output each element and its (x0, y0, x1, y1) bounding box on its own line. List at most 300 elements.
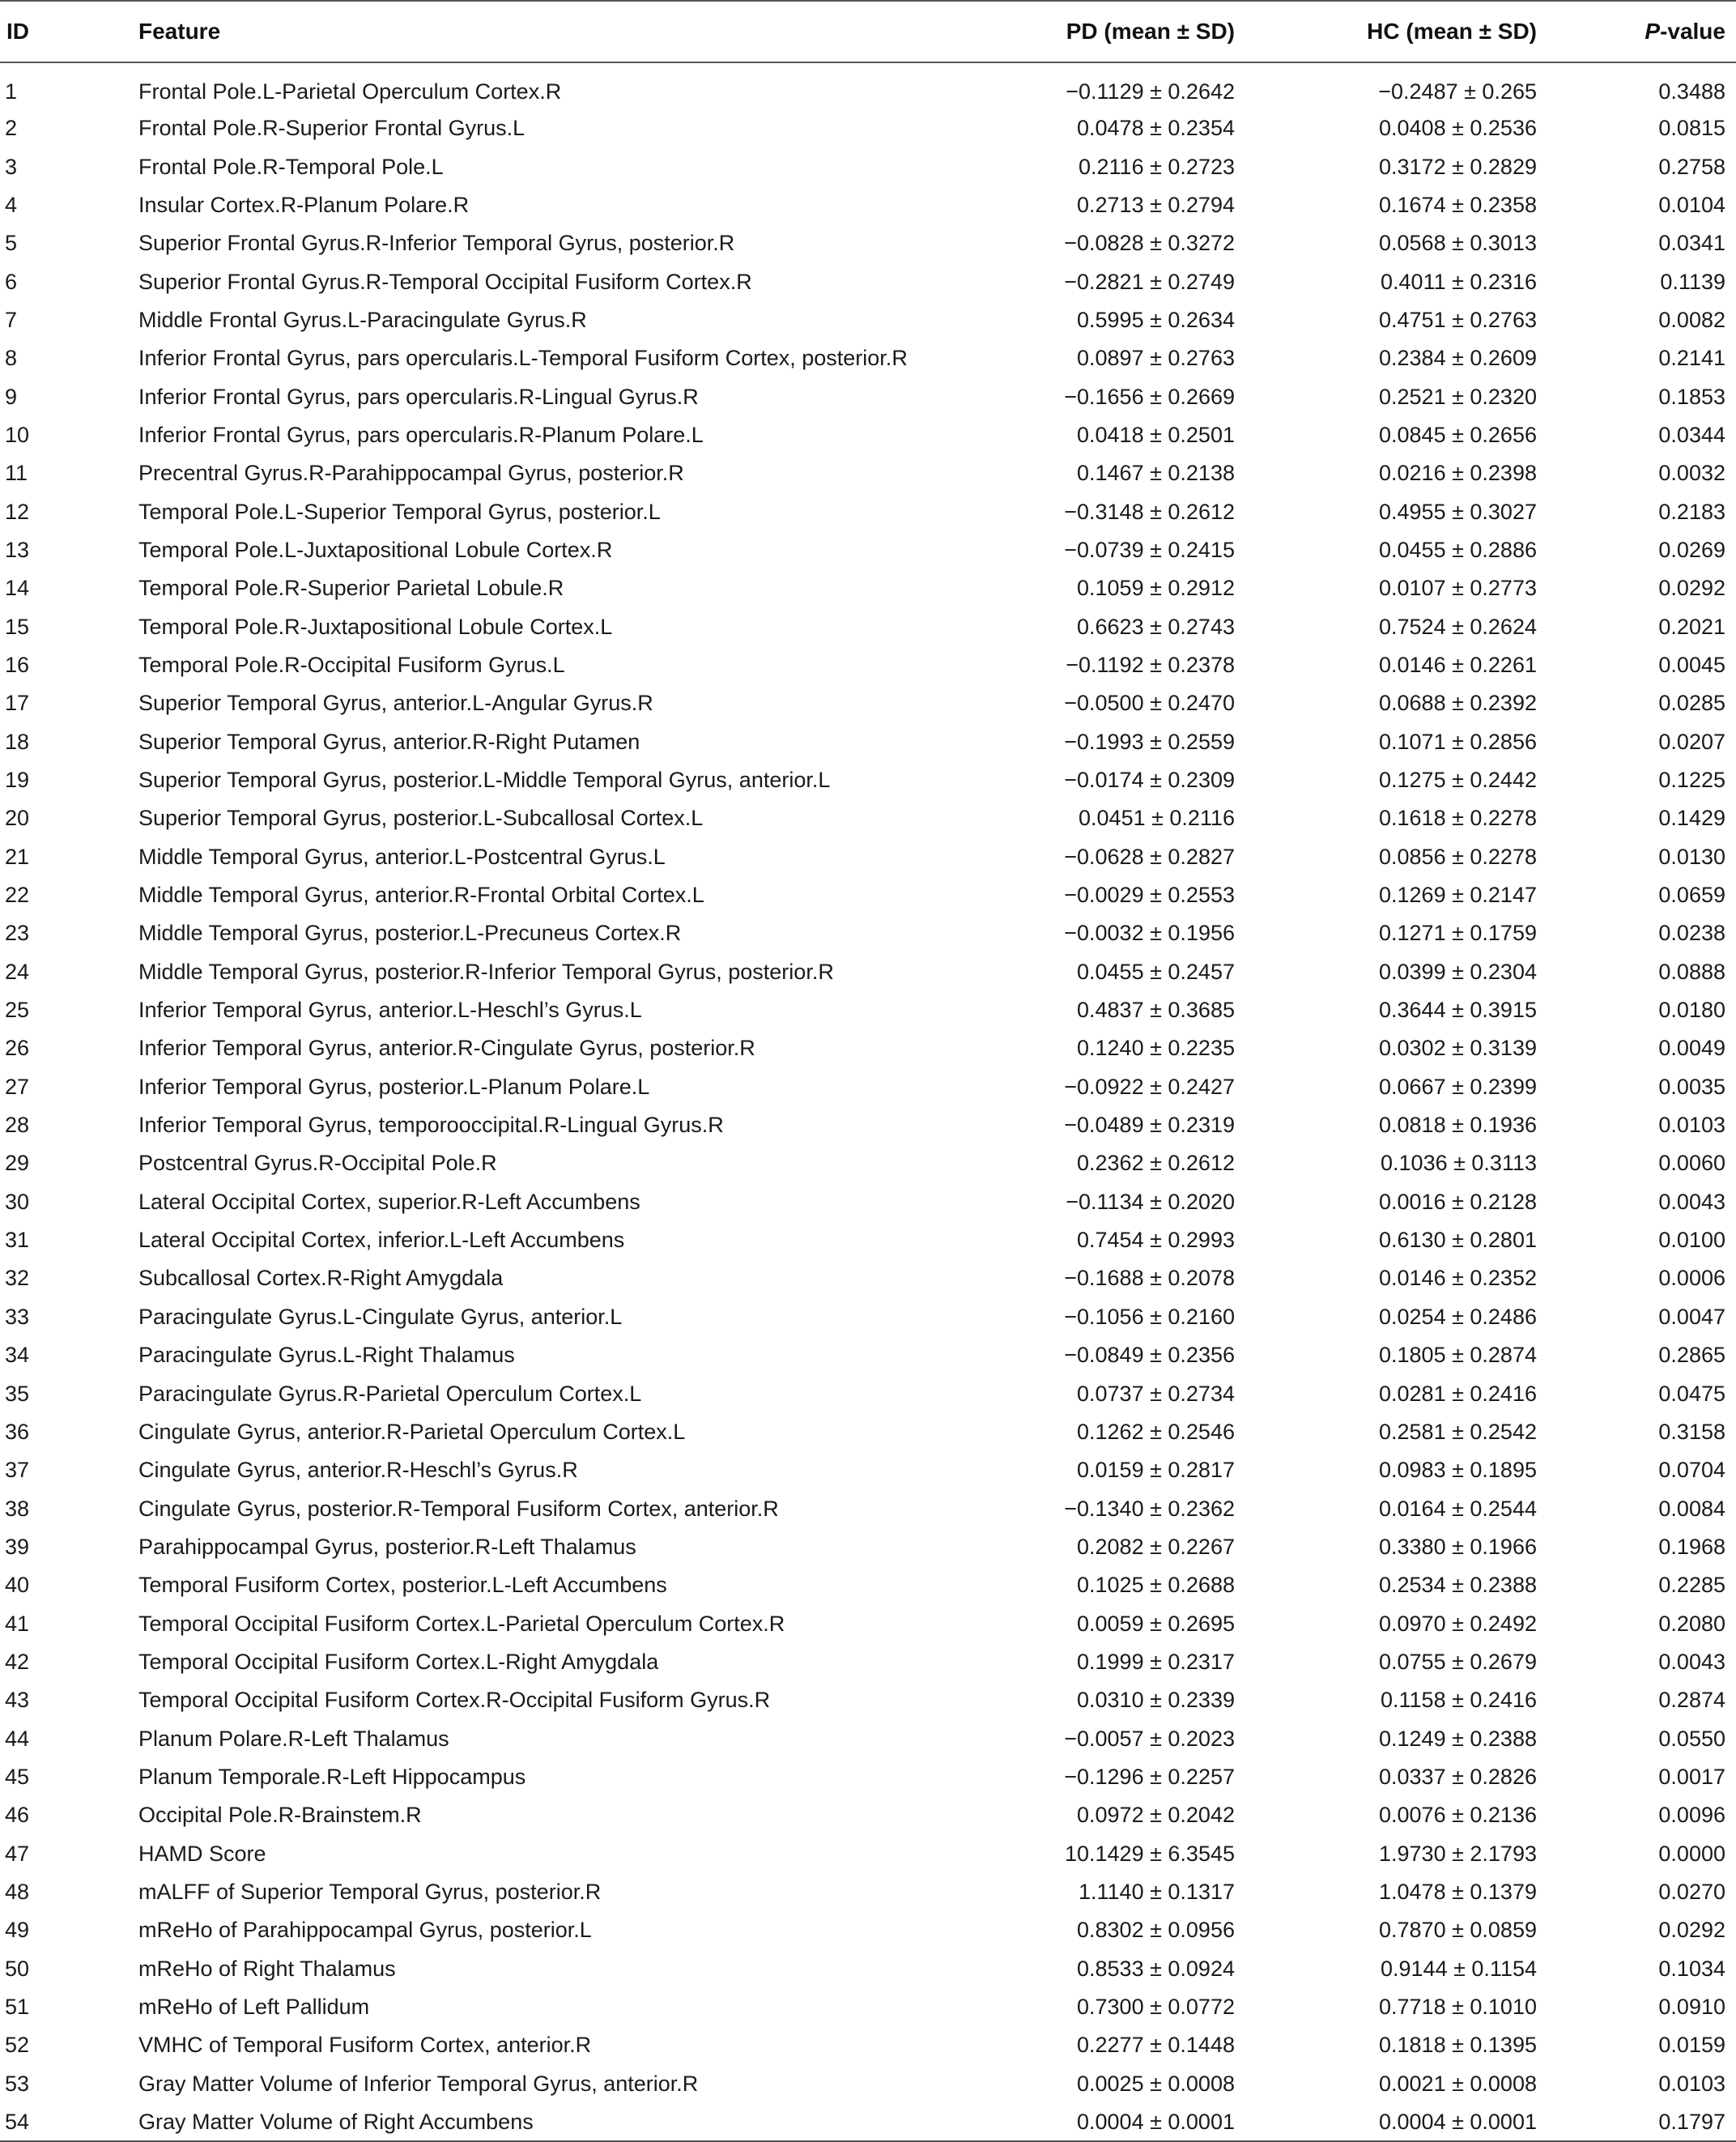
cell-p-value: 0.1797 (1539, 2103, 1736, 2141)
cell-id: 19 (5, 768, 30, 793)
table-row (0, 1566, 1736, 1604)
table-row (0, 1643, 1736, 1681)
cell-pd: 0.0897 ± 0.2763 (1077, 346, 1235, 371)
header-row (0, 1, 1736, 62)
cell-id: 35 (5, 1381, 30, 1406)
cell-id: 54 (0, 2103, 138, 2141)
cell-id: 33 (5, 1304, 30, 1329)
cell-hc: 0.1275 ± 0.2442 (1379, 768, 1537, 793)
cell-feature: Inferior Temporal Gyrus, temporooccipital.R-Lingual Gyrus.R (138, 1113, 724, 1138)
cell-p-value: 0.0180 (1658, 998, 1725, 1023)
cell-id: 17 (5, 691, 30, 716)
cell-p-value: 0.0060 (1658, 1151, 1725, 1176)
table-row (0, 339, 1736, 377)
cell-hc: 0.0107 ± 0.2773 (1379, 576, 1537, 601)
cell-hc: 0.1249 ± 0.2388 (1379, 1726, 1537, 1751)
cell-id: 45 (5, 1764, 30, 1789)
cell-id: 16 (5, 652, 30, 677)
cell-feature: mReHo of Left Pallidum (138, 1995, 370, 2020)
table-row (0, 2065, 1736, 2103)
cell-feature: Temporal Pole.R-Juxtapositional Lobule Cortex.L (138, 614, 613, 639)
cell-feature: Inferior Frontal Gyrus, pars opercularis.R-Planum Polare.L (138, 422, 704, 447)
cell-hc: 0.0254 ± 0.2486 (1379, 1304, 1537, 1329)
table-row (0, 1528, 1736, 1566)
cell-hc: 0.3644 ± 0.3915 (1379, 998, 1537, 1023)
cell-pd: −0.0628 ± 0.2827 (1064, 844, 1235, 869)
cell-pd: 0.0059 ± 0.2695 (1077, 1611, 1235, 1636)
cell-id: 31 (5, 1228, 30, 1253)
cell-id: 29 (5, 1151, 30, 1176)
cell-pd: −0.1656 ± 0.2669 (1064, 384, 1235, 409)
cell-p-value: 0.1139 (1660, 269, 1725, 294)
cell-pd: −0.3148 ± 0.2612 (1064, 499, 1235, 524)
cell-pd: 0.2116 ± 0.2723 (1079, 154, 1235, 179)
header-feature: Feature (138, 1, 948, 62)
cell-hc: 0.0983 ± 0.1895 (1379, 1458, 1537, 1483)
cell-pd: −0.1129 ± 0.2642 (1066, 79, 1235, 104)
cell-id: 41 (5, 1611, 30, 1636)
cell-p-value: 0.0035 (1658, 1074, 1725, 1099)
table-row (0, 1604, 1736, 1642)
cell-hc: 0.0818 ± 0.1936 (1379, 1113, 1537, 1138)
cell-id: 49 (5, 1918, 30, 1943)
table-row (0, 607, 1736, 645)
cell-hc: 0.3172 ± 0.2829 (1379, 154, 1537, 179)
cell-id: 53 (5, 2071, 30, 2096)
cell-id: 11 (5, 461, 28, 486)
cell-feature: Superior Temporal Gyrus, anterior.R-Right Putamen (138, 729, 640, 754)
table-row (0, 646, 1736, 684)
cell-id: 39 (5, 1534, 30, 1559)
cell-p-value: 0.0100 (1658, 1228, 1725, 1253)
cell-p-value: 0.0130 (1658, 844, 1725, 869)
cell-p-value: 0.0006 (1658, 1266, 1725, 1291)
cell-hc: 0.1618 ± 0.2278 (1379, 806, 1537, 831)
cell-feature: Planum Polare.R-Left Thalamus (138, 1726, 449, 1751)
cell-p-value: 0.0285 (1658, 691, 1725, 716)
cell-hc: 0.0408 ± 0.2536 (1379, 116, 1537, 141)
cell-feature: Postcentral Gyrus.R-Occipital Pole.R (138, 1151, 497, 1176)
cell-hc: 0.1674 ± 0.2358 (1379, 192, 1537, 217)
cell-id: 3 (5, 154, 18, 179)
cell-p-value: 0.0292 (1658, 576, 1725, 601)
cell-pd: 0.2362 ± 0.2612 (1077, 1151, 1235, 1176)
cell-hc: 0.0281 ± 0.2416 (1379, 1381, 1537, 1406)
table-row (0, 1221, 1736, 1259)
table-row (0, 109, 1736, 147)
cell-p-value: 0.0017 (1658, 1764, 1725, 1789)
table-row (0, 1298, 1736, 1336)
cell-id: 37 (5, 1458, 30, 1483)
cell-hc: 0.0755 ± 0.2679 (1379, 1649, 1537, 1674)
cell-pd: 0.0972 ± 0.2042 (1077, 1803, 1235, 1828)
cell-id: 23 (5, 921, 30, 946)
cell-pd: 0.6623 ± 0.2743 (1077, 614, 1235, 639)
cell-p-value: 0.2183 (1658, 499, 1725, 524)
cell-p-value: 0.0096 (1658, 1803, 1725, 1828)
cell-id: 6 (5, 269, 18, 294)
cell-id: 4 (5, 192, 18, 217)
cell-feature: Middle Frontal Gyrus.L-Paracingulate Gyrus.R (138, 307, 587, 332)
cell-feature: Cingulate Gyrus, posterior.R-Temporal Fusiform Cortex, anterior.R (138, 1496, 779, 1521)
table-row (0, 1758, 1736, 1796)
table-row (0, 1029, 1736, 1067)
cell-pd: 0.5995 ± 0.2634 (1077, 307, 1235, 332)
cell-id: 2 (5, 116, 18, 141)
cell-pd: 0.0737 ± 0.2734 (1077, 1381, 1235, 1406)
cell-feature: Middle Temporal Gyrus, posterior.L-Precuneus Cortex.R (138, 921, 682, 946)
cell-feature: Lateral Occipital Cortex, inferior.L-Left Accumbens (138, 1228, 625, 1253)
cell-hc: 0.0021 ± 0.0008 (1379, 2071, 1537, 2096)
cell-id: 46 (5, 1803, 30, 1828)
cell-feature: mReHo of Parahippocampal Gyrus, posterior.L (138, 1918, 592, 1943)
cell-p-value: 0.0550 (1658, 1726, 1725, 1751)
table-row (0, 262, 1736, 300)
cell-pd: −0.1192 ± 0.2378 (1066, 652, 1235, 677)
cell-feature: Temporal Fusiform Cortex, posterior.L-Left Accumbens (138, 1573, 667, 1598)
cell-pd: 0.7300 ± 0.0772 (1077, 1995, 1235, 2020)
cell-pd: 0.2713 ± 0.2794 (1077, 192, 1235, 217)
table-row (0, 569, 1736, 607)
cell-pd: 0.0478 ± 0.2354 (1077, 116, 1235, 141)
cell-id: 8 (5, 346, 18, 371)
cell-p-value: 0.0910 (1658, 1995, 1725, 2020)
cell-p-value: 0.0084 (1658, 1496, 1725, 1521)
cell-id: 36 (5, 1419, 30, 1444)
cell-feature: Gray Matter Volume of Inferior Temporal Gyrus, anterior.R (138, 2071, 699, 2096)
cell-pd: −0.1993 ± 0.2559 (1064, 729, 1235, 754)
table-row (0, 1796, 1736, 1834)
table-row (0, 2026, 1736, 2064)
table-row (0, 377, 1736, 415)
cell-hc: 0.0455 ± 0.2886 (1379, 537, 1537, 562)
cell-id: 13 (5, 537, 30, 562)
cell-p-value: 0.2285 (1658, 1573, 1725, 1598)
cell-p-value: 0.1225 (1658, 768, 1725, 793)
cell-id: 40 (5, 1573, 30, 1598)
table-row (0, 62, 1736, 109)
cell-p-value: 0.1853 (1658, 384, 1725, 409)
cell-hc: 0.1071 ± 0.2856 (1379, 729, 1537, 754)
cell-hc: −0.2487 ± 0.265 (1378, 79, 1537, 104)
cell-pd: 0.1240 ± 0.2235 (1077, 1036, 1235, 1061)
cell-pd: −0.0174 ± 0.2309 (1064, 768, 1235, 793)
cell-pd: 0.2277 ± 0.1448 (1077, 2033, 1235, 2058)
cell-hc: 0.4955 ± 0.3027 (1379, 499, 1537, 524)
cell-hc: 0.7718 ± 0.1010 (1379, 1995, 1537, 2020)
cell-p-value: 0.1034 (1658, 1956, 1725, 1981)
cell-feature: Temporal Occipital Fusiform Cortex.L-Right Amygdala (138, 1649, 659, 1674)
cell-id: 20 (5, 806, 30, 831)
cell-pd: 0.1467 ± 0.2138 (1077, 461, 1235, 486)
cell-p-value: 0.1968 (1658, 1534, 1725, 1559)
cell-p-value: 0.0103 (1658, 1113, 1725, 1138)
cell-feature: Temporal Pole.R-Occipital Fusiform Gyrus.L (138, 652, 565, 677)
cell-p-value: 0.2874 (1658, 1688, 1725, 1713)
cell-id: 28 (5, 1113, 30, 1138)
cell-pd: 1.1140 ± 0.1317 (1079, 1879, 1235, 1904)
cell-feature: Middle Temporal Gyrus, anterior.R-Frontal Orbital Cortex.L (138, 883, 704, 908)
table-row (0, 531, 1736, 569)
cell-hc: 0.0399 ± 0.2304 (1379, 959, 1537, 984)
cell-feature: Inferior Temporal Gyrus, posterior.L-Planum Polare.L (138, 1074, 650, 1099)
cell-id: 50 (5, 1956, 30, 1981)
cell-hc: 0.4751 ± 0.2763 (1379, 307, 1537, 332)
cell-p-value: 0.0659 (1658, 883, 1725, 908)
cell-feature: Inferior Temporal Gyrus, anterior.L-Heschl’s Gyrus.L (138, 998, 642, 1023)
table-row (0, 147, 1736, 185)
cell-id: 51 (5, 1995, 30, 2020)
cell-feature: Superior Frontal Gyrus.R-Inferior Temporal Gyrus, posterior.R (138, 231, 735, 256)
table-row (0, 1068, 1736, 1106)
cell-p-value: 0.3158 (1658, 1419, 1725, 1444)
cell-hc: 0.0164 ± 0.2544 (1379, 1496, 1537, 1521)
cell-id: 5 (5, 231, 18, 256)
cell-pd: 0.8533 ± 0.0924 (1077, 1956, 1235, 1981)
cell-hc: 1.0478 ± 0.1379 (1379, 1879, 1537, 1904)
cell-hc: 0.0667 ± 0.2399 (1379, 1074, 1537, 1099)
cell-p-value: 0.0043 (1658, 1649, 1725, 1674)
cell-feature: Superior Temporal Gyrus, posterior.L-Subcallosal Cortex.L (138, 806, 704, 831)
cell-hc: 0.2581 ± 0.2542 (1379, 1419, 1537, 1444)
cell-feature: Superior Temporal Gyrus, anterior.L-Angular Gyrus.R (138, 691, 653, 716)
cell-feature: Temporal Pole.L-Superior Temporal Gyrus, posterior.L (138, 499, 661, 524)
cell-hc: 0.7870 ± 0.0859 (1379, 1918, 1537, 1943)
cell-feature: HAMD Score (138, 1841, 266, 1866)
cell-id: 34 (5, 1343, 30, 1368)
cell-p-value: 0.2758 (1658, 154, 1725, 179)
header-p-value (1539, 1, 1736, 62)
cell-hc: 0.0146 ± 0.2352 (1379, 1266, 1537, 1291)
cell-feature: Paracingulate Gyrus.L-Right Thalamus (138, 1343, 515, 1368)
cell-hc: 0.0216 ± 0.2398 (1379, 461, 1537, 486)
cell-pd: −0.0828 ± 0.3272 (1064, 231, 1235, 256)
header-p-suffix: -value (1660, 19, 1725, 44)
table-row (0, 761, 1736, 799)
cell-feature: Lateral Occipital Cortex, superior.R-Left Accumbens (138, 1189, 640, 1214)
table-row (0, 1988, 1736, 2026)
cell-id: 12 (5, 499, 30, 524)
cell-pd: −0.0032 ± 0.1956 (1064, 921, 1235, 946)
cell-hc: 0.1036 ± 0.3113 (1381, 1151, 1537, 1176)
table-row (0, 416, 1736, 454)
table-row (0, 723, 1736, 761)
cell-feature: Cingulate Gyrus, anterior.R-Heschl’s Gyrus.R (138, 1458, 578, 1483)
cell-p-value: 0.2080 (1658, 1611, 1725, 1636)
cell-pd: 0.0159 ± 0.2817 (1077, 1458, 1235, 1483)
cell-p-value: 0.0344 (1658, 422, 1725, 447)
cell-hc: 0.7524 ± 0.2624 (1379, 614, 1537, 639)
table-row (0, 1413, 1736, 1451)
cell-p-value: 0.0047 (1658, 1304, 1725, 1329)
table-row (0, 492, 1736, 530)
cell-p-value: 0.2865 (1658, 1343, 1725, 1368)
cell-pd: −0.0500 ± 0.2470 (1064, 691, 1235, 716)
table-row (0, 1183, 1736, 1221)
cell-feature: Superior Temporal Gyrus, posterior.L-Middle Temporal Gyrus, anterior.L (138, 768, 831, 793)
table-header (0, 1, 1736, 62)
table-row (0, 1834, 1736, 1872)
cell-pd: 0.0025 ± 0.0008 (1077, 2071, 1235, 2096)
cell-hc: 0.0845 ± 0.2656 (1379, 422, 1537, 447)
cell-pd: 0.0451 ± 0.2116 (1079, 806, 1235, 831)
cell-p-value: 0.0049 (1658, 1036, 1725, 1061)
table-row (0, 1451, 1736, 1489)
cell-feature: Temporal Occipital Fusiform Cortex.R-Occipital Fusiform Gyrus.R (138, 1688, 771, 1713)
cell-p-value: 0.0270 (1658, 1879, 1725, 1904)
cell-p-value: 0.3488 (1658, 79, 1725, 104)
cell-id: 21 (5, 844, 30, 869)
cell-p-value: 0.0238 (1658, 921, 1725, 946)
header-id: ID (0, 1, 138, 62)
cell-pd: 0.7454 ± 0.2993 (1077, 1228, 1235, 1253)
cell-p-value: 0.0269 (1658, 537, 1725, 562)
cell-pd: 0.1262 ± 0.2546 (1077, 1419, 1235, 1444)
table-row (0, 1374, 1736, 1412)
cell-hc: 0.0970 ± 0.2492 (1379, 1611, 1537, 1636)
header-hc: HC (mean ± SD) (1237, 1, 1539, 62)
table-row (0, 914, 1736, 952)
cell-id: 38 (5, 1496, 30, 1521)
cell-hc: 0.2521 ± 0.2320 (1379, 384, 1537, 409)
cell-feature: Parahippocampal Gyrus, posterior.R-Left Thalamus (138, 1534, 636, 1559)
table-row (0, 301, 1736, 339)
cell-pd: 0.2082 ± 0.2267 (1077, 1534, 1235, 1559)
table-row (0, 1259, 1736, 1297)
cell-hc: 0.0337 ± 0.2826 (1379, 1764, 1537, 1789)
cell-feature: Planum Temporale.R-Left Hippocampus (138, 1764, 526, 1789)
cell-feature: Insular Cortex.R-Planum Polare.R (138, 192, 470, 217)
cell-id: 26 (5, 1036, 30, 1061)
cell-pd: 0.0004 ± 0.0001 (948, 2103, 1237, 2141)
cell-feature: Cingulate Gyrus, anterior.R-Parietal Operculum Cortex.L (138, 1419, 686, 1444)
cell-feature: Inferior Frontal Gyrus, pars opercularis.R-Lingual Gyrus.R (138, 384, 699, 409)
cell-pd: −0.0739 ± 0.2415 (1064, 537, 1235, 562)
cell-hc: 0.4011 ± 0.2316 (1381, 269, 1537, 294)
cell-id: 15 (5, 614, 30, 639)
cell-p-value: 0.0043 (1658, 1189, 1725, 1214)
cell-id: 14 (5, 576, 30, 601)
cell-feature: Inferior Frontal Gyrus, pars opercularis.L-Temporal Fusiform Cortex, posterior.R (138, 346, 908, 371)
cell-feature: Temporal Pole.L-Juxtapositional Lobule Cortex.R (138, 537, 613, 562)
cell-p-value: 0.0103 (1658, 2071, 1725, 2096)
cell-feature: Paracingulate Gyrus.L-Cingulate Gyrus, anterior.L (138, 1304, 623, 1329)
cell-feature: Frontal Pole.L-Parietal Operculum Cortex.R (138, 79, 562, 104)
table-row (0, 1719, 1736, 1757)
cell-p-value: 0.0032 (1658, 461, 1725, 486)
cell-p-value: 0.0888 (1658, 959, 1725, 984)
cell-feature: Middle Temporal Gyrus, posterior.R-Inferior Temporal Gyrus, posterior.R (138, 959, 834, 984)
cell-id: 48 (5, 1879, 30, 1904)
cell-hc: 0.1818 ± 0.1395 (1379, 2033, 1537, 2058)
cell-hc: 0.3380 ± 0.1966 (1379, 1534, 1537, 1559)
table-row (0, 1873, 1736, 1911)
table-row (0, 1144, 1736, 1182)
cell-p-value: 0.0082 (1658, 307, 1725, 332)
cell-p-value: 0.0292 (1658, 1918, 1725, 1943)
cell-pd: 0.0310 ± 0.2339 (1077, 1688, 1235, 1713)
cell-hc: 0.0004 ± 0.0001 (1237, 2103, 1539, 2141)
cell-p-value: 0.0104 (1658, 192, 1725, 217)
cell-pd: −0.0922 ± 0.2427 (1064, 1074, 1235, 1099)
cell-feature: Inferior Temporal Gyrus, anterior.R-Cingulate Gyrus, posterior.R (138, 1036, 755, 1061)
cell-feature: Gray Matter Volume of Right Accumbens (138, 2103, 948, 2141)
table-row (0, 953, 1736, 991)
header-p-letter: P (1645, 19, 1661, 44)
cell-id: 22 (5, 883, 30, 908)
header-pd: PD (mean ± SD) (948, 1, 1237, 62)
cell-hc: 1.9730 ± 2.1793 (1379, 1841, 1537, 1866)
cell-pd: −0.1688 ± 0.2078 (1064, 1266, 1235, 1291)
cell-id: 18 (5, 729, 30, 754)
cell-hc: 0.2384 ± 0.2609 (1379, 346, 1537, 371)
cell-pd: 10.1429 ± 6.3545 (1064, 1841, 1235, 1866)
cell-p-value: 0.1429 (1658, 806, 1725, 831)
cell-hc: 0.0688 ± 0.2392 (1379, 691, 1537, 716)
cell-id: 1 (5, 79, 18, 104)
cell-feature: Frontal Pole.R-Superior Frontal Gyrus.L (138, 116, 525, 141)
cell-id: 9 (5, 384, 18, 409)
cell-p-value: 0.0000 (1658, 1841, 1725, 1866)
cell-feature: Subcallosal Cortex.R-Right Amygdala (138, 1266, 504, 1291)
cell-p-value: 0.0045 (1658, 652, 1725, 677)
cell-hc: 0.0076 ± 0.2136 (1379, 1803, 1537, 1828)
cell-id: 10 (5, 422, 30, 447)
cell-p-value: 0.0815 (1658, 116, 1725, 141)
table-row (0, 1489, 1736, 1527)
cell-id: 42 (5, 1649, 30, 1674)
cell-feature: mReHo of Right Thalamus (138, 1956, 396, 1981)
cell-p-value: 0.0159 (1658, 2033, 1725, 2058)
cell-p-value: 0.0704 (1658, 1458, 1725, 1483)
cell-id: 24 (5, 959, 30, 984)
cell-pd: 0.1059 ± 0.2912 (1077, 576, 1235, 601)
cell-id: 25 (5, 998, 30, 1023)
table-row (0, 799, 1736, 837)
table-row (0, 876, 1736, 914)
cell-pd: 0.1025 ± 0.2688 (1077, 1573, 1235, 1598)
cell-feature: Precentral Gyrus.R-Parahippocampal Gyrus, posterior.R (138, 461, 684, 486)
cell-p-value: 0.0475 (1658, 1381, 1725, 1406)
cell-feature: Temporal Occipital Fusiform Cortex.L-Parietal Operculum Cortex.R (138, 1611, 785, 1636)
cell-feature: Middle Temporal Gyrus, anterior.L-Postcentral Gyrus.L (138, 844, 666, 869)
cell-p-value: 0.2141 (1658, 346, 1725, 371)
cell-pd: −0.1340 ± 0.2362 (1064, 1496, 1235, 1521)
cell-pd: −0.1296 ± 0.2257 (1064, 1764, 1235, 1789)
cell-pd: 0.8302 ± 0.0956 (1077, 1918, 1235, 1943)
table-row (0, 1681, 1736, 1719)
cell-pd: −0.1056 ± 0.2160 (1064, 1304, 1235, 1329)
cell-feature: mALFF of Superior Temporal Gyrus, posterior.R (138, 1879, 602, 1904)
cell-hc: 0.1158 ± 0.2416 (1381, 1688, 1537, 1713)
cell-hc: 0.1269 ± 0.2147 (1379, 883, 1537, 908)
cell-id: 30 (5, 1189, 30, 1214)
table-row (0, 838, 1736, 876)
cell-p-value: 0.0341 (1658, 231, 1725, 256)
cell-feature: Temporal Pole.R-Superior Parietal Lobule.R (138, 576, 564, 601)
table-row (0, 684, 1736, 722)
cell-id: 32 (5, 1266, 30, 1291)
cell-hc: 0.0016 ± 0.2128 (1379, 1189, 1537, 1214)
table-row (0, 186, 1736, 224)
cell-pd: 0.0418 ± 0.2501 (1077, 422, 1235, 447)
table-row (0, 224, 1736, 262)
cell-hc: 0.2534 ± 0.2388 (1379, 1573, 1537, 1598)
table-row (0, 1911, 1736, 1949)
cell-hc: 0.1805 ± 0.2874 (1379, 1343, 1537, 1368)
cell-pd: −0.2821 ± 0.2749 (1064, 269, 1235, 294)
cell-p-value: 0.0207 (1658, 729, 1725, 754)
